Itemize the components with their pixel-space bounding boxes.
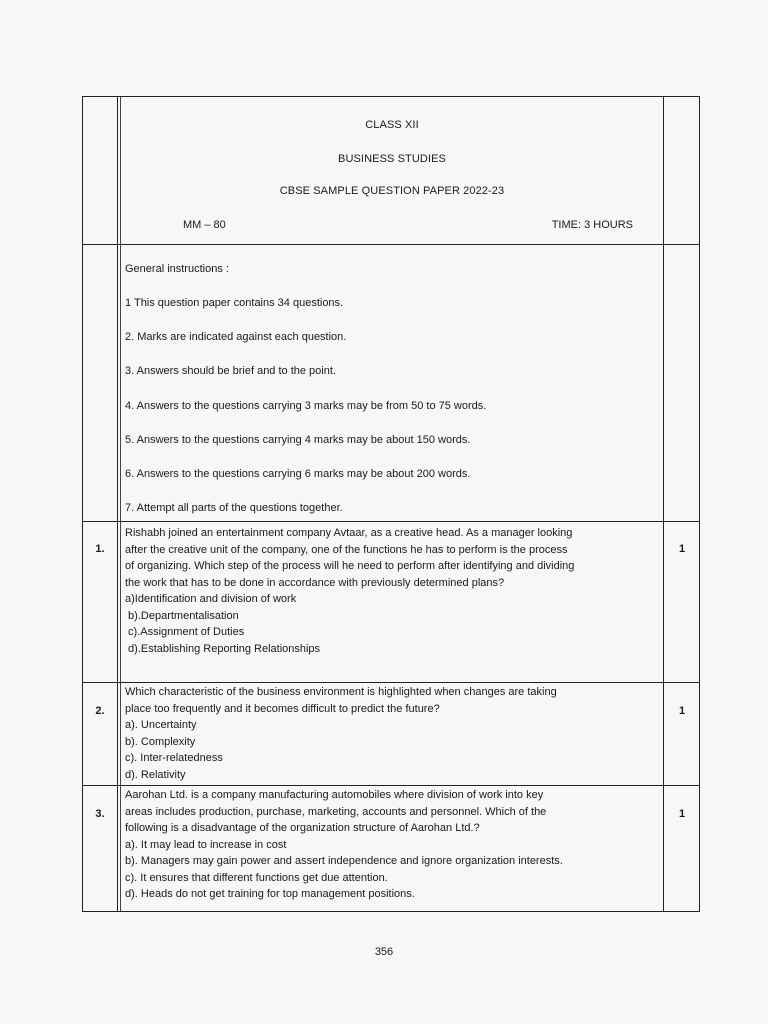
question-marks: 1: [678, 543, 686, 555]
instruction-item: 6. Answers to the questions carrying 6 marks may be about 200 words.: [125, 468, 471, 480]
instruction-item: 3. Answers should be brief and to the point.: [125, 365, 336, 377]
question-row-3: [83, 785, 699, 913]
header-cell: [125, 97, 659, 244]
question-paper-table: [82, 96, 700, 912]
question-text-line: areas includes production, purchase, marketing, accounts and personnel. Which of the: [125, 805, 547, 818]
instruction-item: 7. Attempt all parts of the questions together.: [125, 502, 343, 514]
exam-duration: TIME: 3 HOURS: [551, 219, 633, 231]
answer-option: c). It ensures that different functions get due attention.: [125, 871, 388, 884]
answer-option: d).Establishing Reporting Relationships: [125, 642, 321, 655]
instruction-item: 2. Marks are indicated against each question.: [125, 331, 347, 343]
question-text-line: after the creative unit of the company, one of the functions he has to perform is the process: [125, 543, 568, 556]
answer-option: b).Departmentalisation: [125, 609, 239, 622]
general-instructions-cell: [125, 244, 659, 521]
question-body: [125, 525, 659, 657]
max-marks: MM – 80: [183, 219, 226, 231]
marks-time-line: [125, 219, 659, 231]
question-marks: 1: [678, 808, 686, 820]
question-text-line: Rishabh joined an entertainment company Avtaar, as a creative head. As a manager looking: [125, 527, 573, 539]
page-number: 356: [374, 946, 394, 958]
answer-option: c). Inter-relatedness: [125, 752, 223, 764]
subject-heading: BUSINESS STUDIES: [338, 153, 446, 165]
general-instructions-title: General instructions :: [125, 263, 229, 275]
question-row-1: [83, 521, 699, 682]
question-text-line: Aarohan Ltd. is a company manufacturing automobiles where division of work into key: [125, 789, 544, 801]
question-marks: 1: [678, 705, 686, 717]
header-row: [83, 97, 699, 244]
answer-option: a). Uncertainty: [125, 719, 197, 731]
question-text-line: following is a disadvantage of the organization structure of Aarohan Ltd.?: [125, 822, 480, 834]
general-instructions-row: [83, 244, 699, 521]
question-text-line: of organizing. Which step of the process will he need to perform after identifying and dividing: [125, 560, 575, 572]
question-number: 2.: [95, 705, 105, 717]
answer-option: d). Relativity: [125, 768, 186, 781]
question-number: 3.: [95, 808, 105, 820]
instruction-item: 4. Answers to the questions carrying 3 marks may be from 50 to 75 words.: [125, 400, 487, 412]
question-text-line: the work that has to be done in accordance with previously determined plans?: [125, 576, 505, 589]
answer-option: b). Complexity: [125, 735, 196, 748]
instruction-item: 1 This question paper contains 34 questions.: [125, 297, 344, 309]
answer-option: c).Assignment of Duties: [125, 626, 245, 638]
class-heading: CLASS XII: [365, 119, 419, 131]
question-text-line: Which characteristic of the business environment is highlighted when changes are taking: [125, 686, 557, 698]
question-body: [125, 684, 659, 783]
instruction-item: 5. Answers to the questions carrying 4 marks may be about 150 words.: [125, 434, 471, 446]
question-body: [125, 787, 659, 903]
question-row-2: [83, 682, 699, 785]
question-number: 1.: [95, 543, 105, 555]
answer-option: b). Managers may gain power and assert independence and ignore organization interests.: [125, 855, 563, 867]
question-text-line: place too frequently and it becomes difficult to predict the future?: [125, 702, 440, 715]
answer-option: a). It may lead to increase in cost: [125, 838, 287, 851]
answer-option: d). Heads do not get training for top management positions.: [125, 888, 415, 900]
answer-option: a)Identification and division of work: [125, 593, 297, 605]
paper-heading: CBSE SAMPLE QUESTION PAPER 2022-23: [279, 185, 505, 197]
